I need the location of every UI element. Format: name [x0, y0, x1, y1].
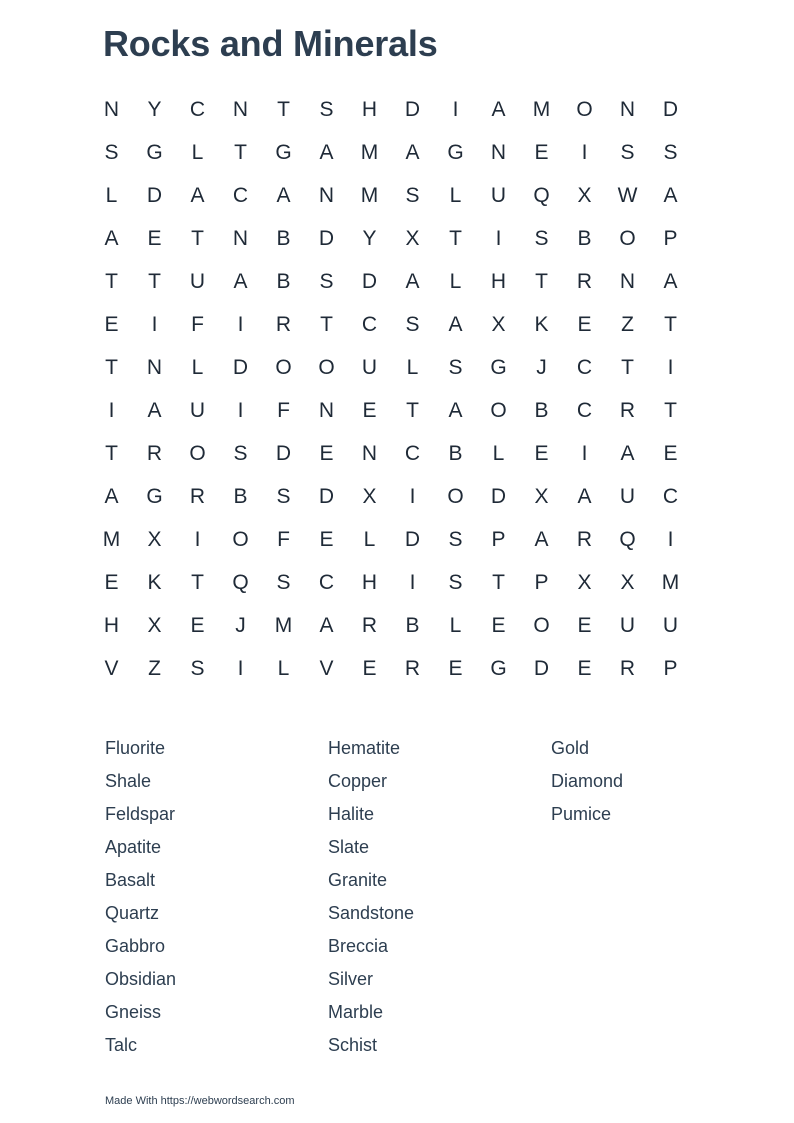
word-list-column	[328, 732, 551, 1062]
word-list-item: Shale	[105, 771, 152, 791]
grid-letter[interactable]: J	[235, 614, 246, 637]
grid-letter[interactable]: L	[363, 528, 376, 551]
grid-letter[interactable]: H	[490, 270, 507, 293]
grid-letter[interactable]: I	[237, 399, 244, 422]
grid-letter[interactable]: E	[577, 657, 592, 680]
word-list-item: Diamond	[551, 771, 624, 791]
grid-letter[interactable]: S	[448, 528, 463, 551]
grid-letter[interactable]: Z	[148, 657, 161, 680]
grid-letter[interactable]: B	[577, 227, 592, 250]
word-list-item: Gneiss	[105, 1002, 162, 1022]
grid-letter[interactable]: R	[404, 657, 421, 680]
grid-letter[interactable]: X	[147, 528, 162, 551]
grid-letter[interactable]: F	[191, 313, 204, 336]
grid-letter[interactable]: G	[146, 485, 163, 508]
grid-letter[interactable]: R	[146, 442, 163, 465]
grid-letter[interactable]: O	[576, 98, 593, 121]
grid-letter[interactable]: A	[319, 614, 334, 637]
grid-letter[interactable]: B	[233, 485, 248, 508]
grid-letter[interactable]: T	[664, 313, 677, 336]
grid-letter[interactable]: M	[661, 571, 680, 594]
grid-letter[interactable]: R	[619, 399, 636, 422]
grid-letter[interactable]: T	[277, 98, 290, 121]
grid-letter[interactable]: C	[361, 313, 378, 336]
grid-letter[interactable]: A	[448, 399, 463, 422]
grid-letter[interactable]: T	[621, 356, 634, 379]
grid-letter[interactable]: M	[102, 528, 121, 551]
grid-letter[interactable]: I	[409, 485, 416, 508]
grid-letter[interactable]: T	[191, 571, 204, 594]
word-list-item: Quartz	[105, 903, 160, 923]
word-list-item: Slate	[328, 837, 370, 857]
grid-letter[interactable]: S	[276, 485, 291, 508]
grid-letter[interactable]: E	[663, 442, 678, 465]
word-list-item: Pumice	[551, 804, 612, 824]
grid-letter[interactable]: O	[619, 227, 636, 250]
grid-letter[interactable]: N	[490, 141, 507, 164]
grid-letter[interactable]: C	[576, 356, 593, 379]
grid-row	[90, 346, 692, 389]
word-list-item: Gabbro	[105, 936, 166, 956]
grid-letter[interactable]: F	[277, 399, 290, 422]
grid-letter[interactable]: O	[275, 356, 292, 379]
grid-letter[interactable]: C	[318, 571, 335, 594]
grid-letter[interactable]: L	[277, 657, 290, 680]
grid-letter[interactable]: S	[319, 270, 334, 293]
grid-letter[interactable]: G	[146, 141, 163, 164]
word-list-item: Hematite	[328, 738, 401, 758]
grid-letter[interactable]: O	[533, 614, 550, 637]
grid-letter[interactable]: S	[534, 227, 549, 250]
grid-letter[interactable]: H	[361, 571, 378, 594]
grid-letter[interactable]: E	[534, 141, 549, 164]
word-list-item: Basalt	[105, 870, 156, 890]
grid-letter[interactable]: N	[232, 227, 249, 250]
grid-letter[interactable]: L	[191, 356, 204, 379]
grid-row	[90, 647, 692, 690]
grid-letter[interactable]: V	[104, 657, 119, 680]
grid-letter[interactable]: O	[189, 442, 206, 465]
grid-letter[interactable]: U	[189, 270, 206, 293]
word-list-item: Sandstone	[328, 903, 415, 923]
grid-letter[interactable]: X	[491, 313, 506, 336]
grid-letter[interactable]: T	[105, 356, 118, 379]
grid-letter[interactable]: T	[492, 571, 505, 594]
grid-letter[interactable]: Z	[621, 313, 634, 336]
grid-letter[interactable]: E	[534, 442, 549, 465]
grid-letter[interactable]: S	[276, 571, 291, 594]
grid-letter[interactable]: B	[276, 227, 291, 250]
grid-letter[interactable]: R	[576, 270, 593, 293]
grid-letter[interactable]: T	[105, 270, 118, 293]
grid-letter[interactable]: D	[533, 657, 550, 680]
grid-letter[interactable]: T	[148, 270, 161, 293]
grid-letter[interactable]: A	[104, 485, 119, 508]
grid-letter[interactable]: T	[449, 227, 462, 250]
footer-credit: Made With https://webwordsearch.com	[105, 1095, 295, 1107]
grid-row	[90, 604, 692, 647]
grid-letter[interactable]: S	[663, 141, 678, 164]
grid-letter[interactable]: I	[237, 657, 244, 680]
word-list-item: Gold	[551, 738, 590, 758]
grid-letter[interactable]: I	[108, 399, 115, 422]
grid-letter[interactable]: U	[662, 614, 679, 637]
grid-letter[interactable]: X	[362, 485, 377, 508]
grid-letter[interactable]: I	[409, 571, 416, 594]
grid-letter[interactable]: E	[577, 313, 592, 336]
grid-letter[interactable]: A	[534, 528, 549, 551]
grid-letter[interactable]: A	[620, 442, 635, 465]
grid-letter[interactable]: X	[577, 571, 592, 594]
word-list-item: Breccia	[328, 936, 389, 956]
grid-letter[interactable]: P	[491, 528, 506, 551]
grid-letter[interactable]: G	[447, 141, 464, 164]
grid-letter[interactable]: P	[663, 657, 678, 680]
grid-letter[interactable]: A	[104, 227, 119, 250]
grid-letter[interactable]: A	[663, 184, 678, 207]
grid-letter[interactable]: I	[581, 442, 588, 465]
grid-letter[interactable]: X	[534, 485, 549, 508]
grid-letter[interactable]: S	[405, 184, 420, 207]
grid-letter[interactable]: N	[103, 98, 120, 121]
grid-letter[interactable]: A	[448, 313, 463, 336]
grid-letter[interactable]: T	[406, 399, 419, 422]
grid-letter[interactable]: G	[275, 141, 292, 164]
grid-letter[interactable]: E	[491, 614, 506, 637]
grid-letter[interactable]: C	[576, 399, 593, 422]
grid-letter[interactable]: N	[318, 399, 335, 422]
word-list-item: Fluorite	[105, 738, 166, 758]
grid-letter[interactable]: S	[620, 141, 635, 164]
grid-letter[interactable]: H	[103, 614, 120, 637]
grid-letter[interactable]: U	[189, 399, 206, 422]
grid-letter[interactable]: G	[490, 356, 507, 379]
grid-letter[interactable]: I	[452, 98, 459, 121]
grid-letter[interactable]: I	[495, 227, 502, 250]
word-list-item: Granite	[328, 870, 388, 890]
grid-letter[interactable]: E	[147, 227, 162, 250]
grid-letter[interactable]: X	[577, 184, 592, 207]
grid-letter[interactable]: I	[667, 356, 674, 379]
grid-letter[interactable]: D	[275, 442, 292, 465]
grid-letter[interactable]: P	[534, 571, 549, 594]
grid-letter[interactable]: C	[662, 485, 679, 508]
grid-letter[interactable]: E	[448, 657, 463, 680]
grid-letter[interactable]: A	[233, 270, 248, 293]
grid-letter[interactable]: C	[232, 184, 249, 207]
grid-letter[interactable]: I	[194, 528, 201, 551]
grid-letter[interactable]: F	[277, 528, 290, 551]
grid-letter[interactable]: W	[617, 184, 638, 207]
grid-letter[interactable]: E	[362, 399, 377, 422]
grid-letter[interactable]: A	[491, 98, 506, 121]
word-list	[105, 732, 774, 1062]
grid-letter[interactable]: D	[146, 184, 163, 207]
grid-letter[interactable]: M	[360, 184, 379, 207]
grid-letter[interactable]: U	[490, 184, 507, 207]
page-title: Rocks and Minerals	[103, 23, 438, 64]
grid-letter[interactable]: O	[318, 356, 335, 379]
word-list-column	[551, 732, 774, 1062]
grid-letter[interactable]: L	[191, 141, 204, 164]
word-list-item: Silver	[328, 969, 374, 989]
grid-letter[interactable]: D	[318, 485, 335, 508]
grid-letter[interactable]: T	[535, 270, 548, 293]
grid-letter[interactable]: U	[619, 485, 636, 508]
grid-letter[interactable]: S	[104, 141, 119, 164]
grid-letter[interactable]: K	[147, 571, 162, 594]
grid-letter[interactable]: Q	[232, 571, 249, 594]
grid-row	[90, 131, 692, 174]
grid-row	[90, 561, 692, 604]
grid-letter[interactable]: V	[319, 657, 334, 680]
grid-row	[90, 389, 692, 432]
grid-letter[interactable]: R	[619, 657, 636, 680]
grid-letter[interactable]: I	[667, 528, 674, 551]
grid-letter[interactable]: P	[663, 227, 678, 250]
grid-letter[interactable]: S	[319, 98, 334, 121]
grid-row	[90, 303, 692, 346]
letter-grid	[90, 88, 692, 690]
grid-letter[interactable]: A	[276, 184, 291, 207]
grid-letter[interactable]: E	[319, 442, 334, 465]
grid-letter[interactable]: N	[146, 356, 163, 379]
grid-letter[interactable]: D	[490, 485, 507, 508]
word-list-item: Obsidian	[105, 969, 177, 989]
grid-letter[interactable]: R	[361, 614, 378, 637]
grid-letter[interactable]: E	[319, 528, 334, 551]
grid-letter[interactable]: B	[448, 442, 463, 465]
grid-letter[interactable]: E	[104, 571, 119, 594]
word-list-item: Feldspar	[105, 804, 176, 824]
word-list-item: Schist	[328, 1035, 378, 1055]
grid-row	[90, 217, 692, 260]
grid-letter[interactable]: T	[105, 442, 118, 465]
grid-letter[interactable]: B	[276, 270, 291, 293]
grid-letter[interactable]: T	[664, 399, 677, 422]
grid-letter[interactable]: N	[619, 98, 636, 121]
grid-letter[interactable]: O	[490, 399, 507, 422]
grid-letter[interactable]: Y	[147, 98, 162, 121]
word-list-item: Apatite	[105, 837, 162, 857]
word-list-item: Marble	[328, 1002, 384, 1022]
grid-letter[interactable]: M	[532, 98, 551, 121]
grid-letter[interactable]: N	[232, 98, 249, 121]
grid-letter[interactable]: S	[448, 571, 463, 594]
grid-letter[interactable]: O	[232, 528, 249, 551]
grid-row	[90, 475, 692, 518]
grid-letter[interactable]: D	[318, 227, 335, 250]
grid-letter[interactable]: I	[151, 313, 158, 336]
grid-letter[interactable]: R	[576, 528, 593, 551]
grid-letter[interactable]: L	[492, 442, 505, 465]
grid-letter[interactable]: S	[190, 657, 205, 680]
grid-letter[interactable]: C	[404, 442, 421, 465]
grid-letter[interactable]: J	[536, 356, 547, 379]
grid-letter[interactable]: D	[232, 356, 249, 379]
grid-letter[interactable]: T	[234, 141, 247, 164]
grid-letter[interactable]: B	[405, 614, 420, 637]
grid-letter[interactable]: L	[105, 184, 118, 207]
grid-letter[interactable]: E	[190, 614, 205, 637]
grid-letter[interactable]: T	[320, 313, 333, 336]
grid-letter[interactable]: O	[447, 485, 464, 508]
word-list-item: Copper	[328, 771, 388, 791]
grid-letter[interactable]: I	[581, 141, 588, 164]
grid-letter[interactable]: E	[577, 614, 592, 637]
grid-letter[interactable]: D	[662, 98, 679, 121]
grid-letter[interactable]: S	[448, 356, 463, 379]
grid-letter[interactable]: U	[361, 356, 378, 379]
grid-letter[interactable]: A	[147, 399, 162, 422]
grid-letter[interactable]: S	[405, 313, 420, 336]
grid-row	[90, 432, 692, 475]
grid-letter[interactable]: N	[619, 270, 636, 293]
grid-letter[interactable]: D	[404, 98, 421, 121]
grid-row	[90, 518, 692, 561]
grid-letter[interactable]: B	[534, 399, 549, 422]
word-list-column	[105, 732, 328, 1062]
grid-letter[interactable]: X	[147, 614, 162, 637]
grid-letter[interactable]: L	[449, 614, 462, 637]
word-list-item: Halite	[328, 804, 375, 824]
grid-letter[interactable]: I	[237, 313, 244, 336]
word-list-item: Talc	[105, 1035, 138, 1055]
grid-letter[interactable]: R	[189, 485, 206, 508]
grid-letter[interactable]: K	[534, 313, 549, 336]
grid-letter[interactable]: A	[190, 184, 205, 207]
grid-row	[90, 260, 692, 303]
grid-letter[interactable]: X	[405, 227, 420, 250]
grid-letter[interactable]: S	[233, 442, 248, 465]
grid-letter[interactable]: R	[275, 313, 292, 336]
grid-letter[interactable]: N	[318, 184, 335, 207]
grid-letter[interactable]: Q	[533, 184, 550, 207]
grid-letter[interactable]: H	[361, 98, 378, 121]
grid-letter[interactable]: E	[362, 657, 377, 680]
grid-letter[interactable]: N	[361, 442, 378, 465]
grid-letter[interactable]: C	[189, 98, 206, 121]
grid-letter[interactable]: T	[191, 227, 204, 250]
grid-letter[interactable]: E	[104, 313, 119, 336]
grid-letter[interactable]: L	[449, 184, 462, 207]
grid-letter[interactable]: Y	[362, 227, 377, 250]
grid-letter[interactable]: A	[663, 270, 678, 293]
grid-letter[interactable]: G	[490, 657, 507, 680]
grid-letter[interactable]: Q	[619, 528, 636, 551]
grid-row	[90, 174, 692, 217]
grid-letter[interactable]: A	[319, 141, 334, 164]
grid-letter[interactable]: D	[404, 528, 421, 551]
grid-letter[interactable]: M	[360, 141, 379, 164]
grid-row	[90, 88, 692, 131]
grid-letter[interactable]: X	[620, 571, 635, 594]
grid-letter[interactable]: L	[406, 356, 419, 379]
grid-letter[interactable]: D	[361, 270, 378, 293]
grid-letter[interactable]: A	[405, 141, 420, 164]
grid-letter[interactable]: L	[449, 270, 462, 293]
grid-letter[interactable]: U	[619, 614, 636, 637]
grid-letter[interactable]: A	[577, 485, 592, 508]
grid-letter[interactable]: M	[274, 614, 293, 637]
grid-letter[interactable]: A	[405, 270, 420, 293]
